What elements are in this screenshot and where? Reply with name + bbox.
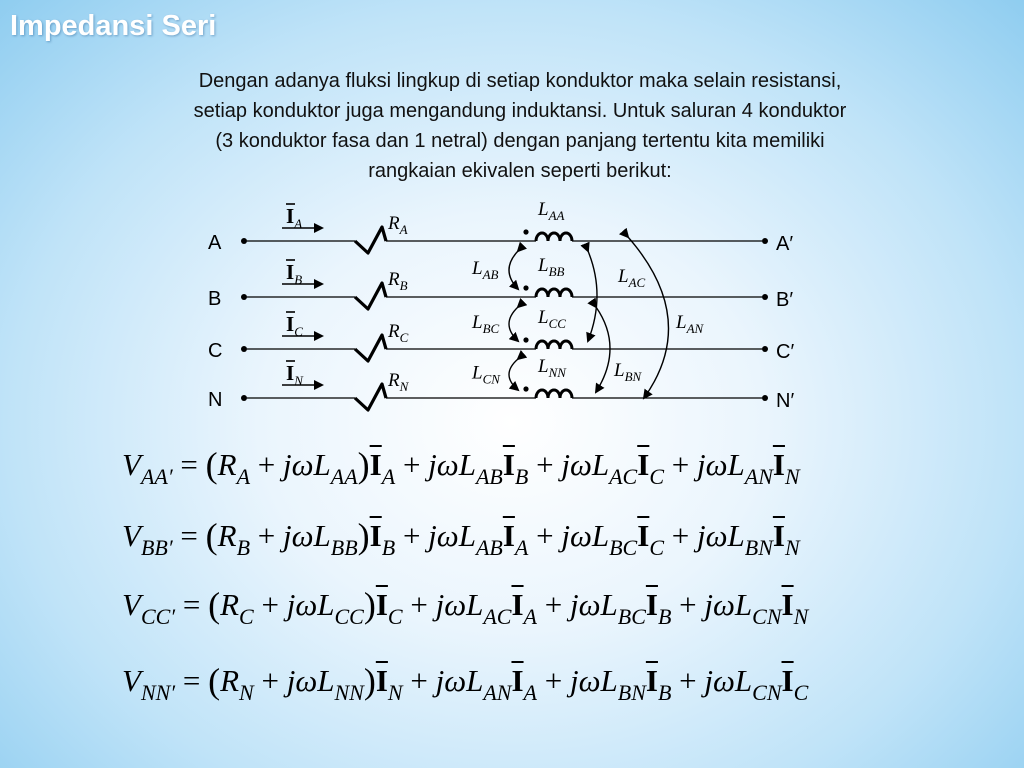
current-phasor: $\overline{I}$ [781, 663, 794, 698]
mutual-inductance-label: $L_{AB}$ [472, 258, 499, 282]
left-terminal [241, 346, 247, 352]
polarity-dot [523, 285, 528, 290]
current-phasor: $\overline{I}$ [369, 518, 382, 553]
equation-vbb: $V_{BB'} = (R_B + j\omega L_{BB})\overline{I}_B + j\omega L_{AB}\overline{I}_A + j\omega L_{BC}\overline{I}_C + j\omega L_{BN}\overline{I}_N$ [122, 516, 800, 560]
mutual-inductance-label: $L_{AC}$ [618, 266, 646, 290]
polarity-dot [523, 386, 528, 391]
resistor-symbol [355, 283, 386, 309]
mutual-coupling-arrow [509, 359, 518, 390]
mutual-coupling-arrow [588, 251, 597, 341]
mutual-inductance-label: $L_{BC}$ [472, 312, 500, 336]
mutual-coupling-arrow [509, 251, 518, 289]
current-phasor: $\overline{I}$ [502, 447, 515, 482]
inductor-coil [536, 289, 572, 297]
current-phasor: $\overline{I}$ [511, 587, 524, 622]
current-label: $I_A$ [286, 204, 303, 231]
intro-line: Dengan adanya fluksi lingkup di setiap konduktor maka selain resistansi, [198, 70, 842, 92]
left-terminal [241, 238, 247, 244]
current-label: $I_B$ [286, 260, 303, 287]
left-node-label: A [208, 232, 222, 254]
resistor-symbol [355, 384, 386, 410]
left-terminal [241, 294, 247, 300]
right-node-label: N′ [776, 390, 795, 412]
self-inductance-label: $L_{NN}$ [538, 356, 566, 380]
current-phasor: $\overline{I}$ [511, 663, 524, 698]
current-phasor: $\overline{I}$ [772, 447, 785, 482]
mutual-inductance-label: $L_{BN}$ [614, 360, 642, 384]
resistor-label: $R_B$ [388, 269, 408, 293]
inductor-coil [536, 390, 572, 398]
resistor-label: $R_A$ [388, 213, 408, 237]
right-terminal [762, 238, 768, 244]
current-phasor: $\overline{I}$ [645, 663, 658, 698]
polarity-dot [523, 337, 528, 342]
current-phasor: $\overline{I}$ [502, 518, 515, 553]
left-node-label: N [208, 389, 223, 411]
left-node-label: C [208, 340, 223, 362]
right-node-label: B′ [776, 289, 794, 311]
current-label: $I_N$ [286, 361, 303, 388]
current-phasor: $\overline{I}$ [375, 663, 388, 698]
left-node-label: B [208, 288, 222, 310]
right-terminal [762, 294, 768, 300]
current-label: $I_C$ [286, 312, 303, 339]
current-phasor: $\overline{I}$ [369, 447, 382, 482]
right-node-label: C′ [776, 341, 795, 363]
polarity-dot [523, 229, 528, 234]
current-phasor: $\overline{I}$ [781, 587, 794, 622]
intro-line: rangkaian ekivalen seperti berikut: [368, 160, 672, 182]
current-phasor: $\overline{I}$ [637, 518, 650, 553]
current-phasor: $\overline{I}$ [772, 518, 785, 553]
resistor-label: $R_C$ [388, 321, 409, 345]
inductor-coil [536, 341, 572, 349]
slide-title: Impedansi Seri [10, 10, 217, 42]
resistor-symbol [355, 227, 386, 253]
intro-line: (3 konduktor fasa dan 1 netral) dengan panjang tertentu kita memiliki [215, 130, 825, 152]
left-terminal [241, 395, 247, 401]
self-inductance-label: $L_{AA}$ [538, 199, 565, 223]
current-phasor: $\overline{I}$ [375, 587, 388, 622]
inductor-coil [536, 233, 572, 241]
intro-line: setiap konduktor juga mengandung induktansi. Untuk saluran 4 konduktor [193, 100, 847, 122]
current-phasor: $\overline{I}$ [637, 447, 650, 482]
right-terminal [762, 346, 768, 352]
self-inductance-label: $L_{BB}$ [538, 255, 565, 279]
mutual-inductance-label: $L_{CN}$ [472, 362, 500, 387]
resistor-symbol [355, 335, 386, 361]
right-terminal [762, 395, 768, 401]
equation-vaa: $V_{AA'} = (R_A + j\omega L_{AA})\overline{I}_A + j\omega L_{AB}\overline{I}_B + j\omega L_{AC}\overline{I}_C + j\omega L_{AN}\overline{I}_N$ [122, 445, 800, 489]
equation-vnn: $V_{NN'} = (R_N + j\omega L_{NN})\overline{I}_N + j\omega L_{AN}\overline{I}_A + j\omega L_{BN}\overline{I}_B + j\omega L_{CN}\overline{I}_C$ [122, 661, 809, 705]
mutual-inductance-label: $L_{AN}$ [676, 312, 704, 336]
mutual-coupling-arrow [509, 307, 518, 341]
right-node-label: A′ [776, 233, 794, 255]
resistor-label: $R_N$ [388, 370, 409, 394]
equation-vcc: $V_{CC'} = (R_C + j\omega L_{CC})\overline{I}_C + j\omega L_{AC}\overline{I}_A + j\omega L_{BC}\overline{I}_B + j\omega L_{CN}\overline{I}_N$ [122, 585, 809, 629]
current-phasor: $\overline{I}$ [645, 587, 658, 622]
self-inductance-label: $L_{CC}$ [538, 307, 566, 331]
